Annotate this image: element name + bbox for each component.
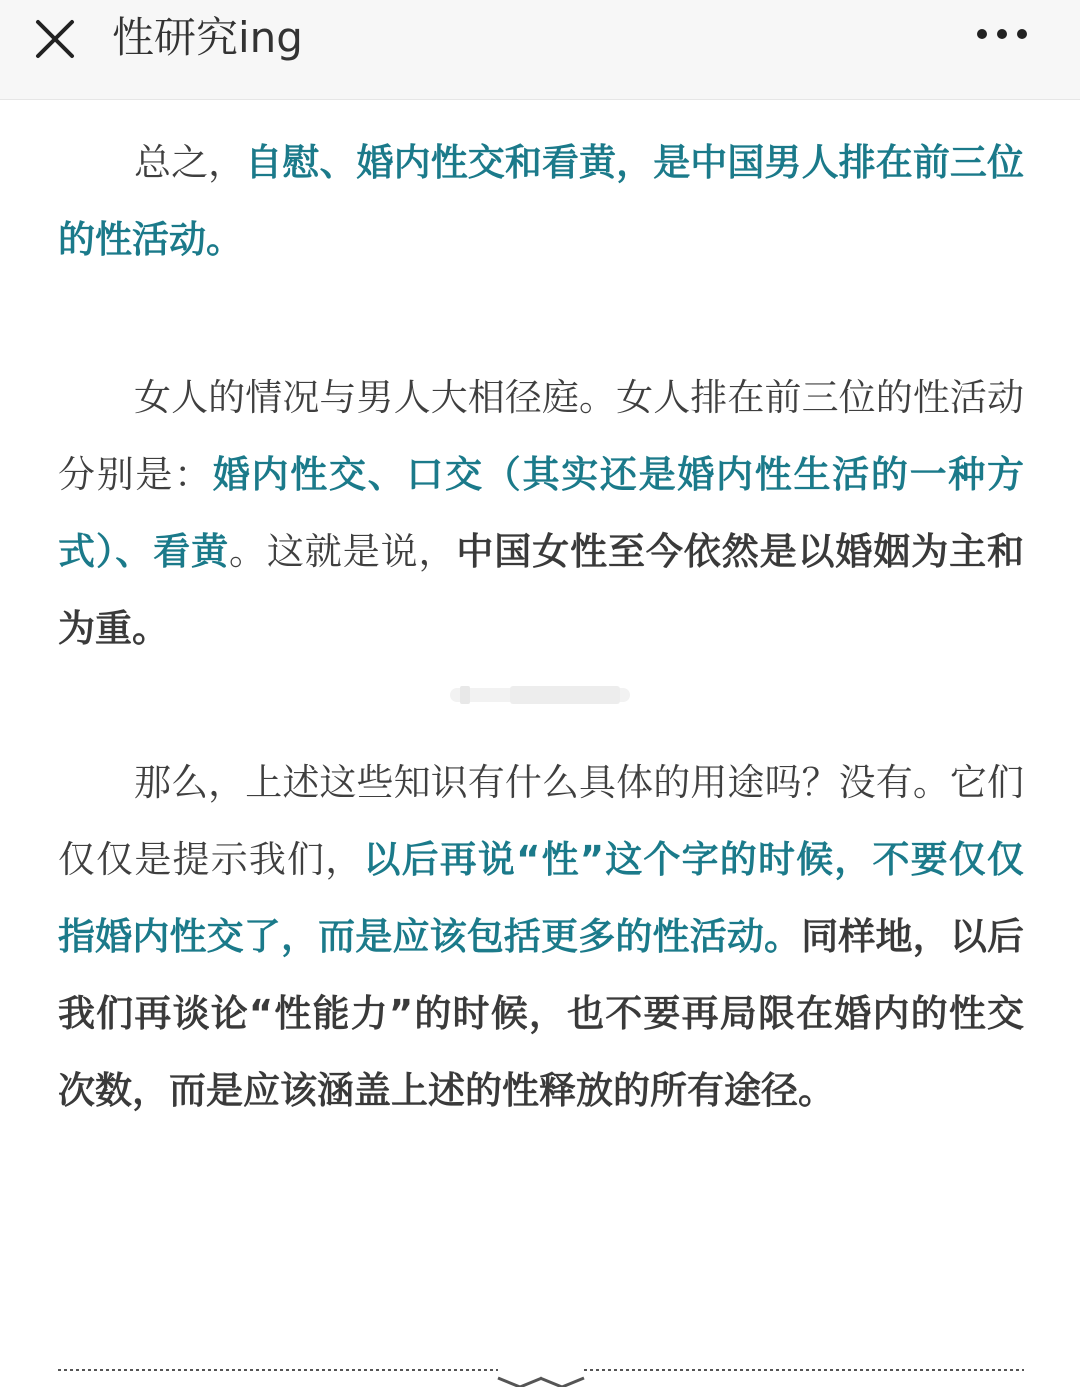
page-title: 性研究ing xyxy=(112,13,303,62)
p3-highlight-text: 以后再说“性”这个字的时候，不要仅仅指婚内性交了，而是应该包括更多的性活动。 xyxy=(58,838,1025,958)
close-button[interactable] xyxy=(24,8,88,72)
p1-highlight-text: 自慰、婚内性交和看黄，是中国男人排在前三位的性活动。 xyxy=(58,141,1025,261)
p2-highlight-text: 婚内性交、口交（其实还是婚内性生活的一种方式）、看黄 xyxy=(58,453,1025,573)
p2-lead-text: 女人的情况与男人大相径庭。女人排在前三位的性活动分别是： xyxy=(58,376,1024,496)
p2-mid-text: 。这就是说， xyxy=(229,530,457,573)
close-icon xyxy=(24,8,88,72)
p3-bold-text: 同样地，以后我们再谈论“性能力”的时候，也不要再局限在婚内的性交次数，而是应该涵盖上述的性释放的所有途径。 xyxy=(58,915,1025,1112)
image-placeholder xyxy=(450,680,630,710)
article-paragraph-1 xyxy=(58,124,1024,278)
more-options-button[interactable] xyxy=(966,12,1038,56)
p3-lead-text: 那么，上述这些知识有什么具体的用途吗？没有。它们仅仅是提示我们， xyxy=(58,761,1024,881)
article-paragraph-2 xyxy=(58,359,1024,667)
p1-lead-text: 总之， xyxy=(134,141,246,184)
article-paragraph-3 xyxy=(58,744,1024,1129)
more-dots-icon xyxy=(966,12,1038,56)
top-navigation-bar xyxy=(0,0,1080,100)
p2-bold-text: 中国女性至今依然是以婚姻为主和为重。 xyxy=(58,530,1025,650)
footer-divider xyxy=(58,1366,1024,1387)
